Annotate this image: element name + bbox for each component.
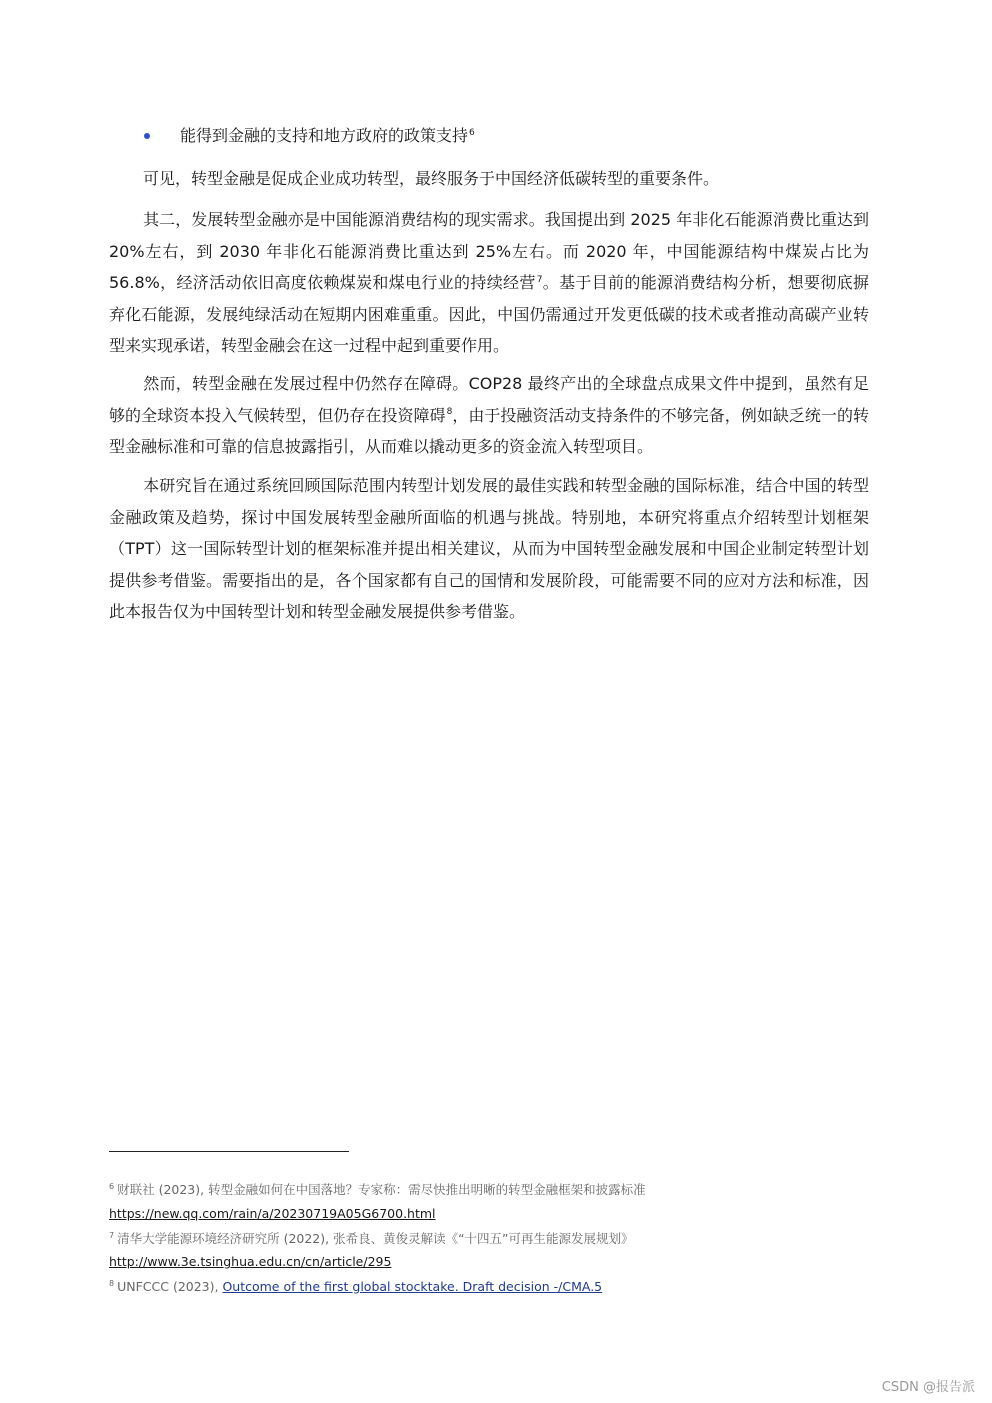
paragraph-3-text-b: ，由于投融资活动支持条件的不够完备，例如缺乏统一的转型金融标准和可靠的信息披露指引，从而难以撬动更多的资金流入转型项目。 [109, 405, 869, 456]
paragraph-1 [109, 163, 869, 195]
paragraph-4-text: 本研究旨在通过系统回顾国际范围内转型计划发展的最佳实践和转型金融的国际标准，结合中国的转型金融政策及趋势，探讨中国发展转型金融所面临的机遇与挑战。特别地，本研究将重点介绍转型计划框架（TPT）这一国际转型计划的框架标准并提出相关建议，从而为中国转型金融发展和中国企业制定转型计划提供参考借鉴。需要指出的是，各个国家都有自己的国情和发展阶段，可能需要不同的应对方法和标准，因此本报告仅为中国转型计划和转型金融发展提供参考借鉴。 [109, 476, 869, 621]
footnote-7 [109, 1228, 634, 1250]
paragraph-3-text-a: 然而，转型金融在发展过程中仍然存在障碍。COP28 最终产出的全球盘点成果文件中提到，虽然有足够的全球资本投入气候转型，但仍存在投资障碍 [109, 374, 869, 425]
footnote-6-text: 财联社 (2023), 转型金融如何在中国落地？专家称：需尽快推出明晰的转型金融框架和披露标准 [117, 1182, 646, 1197]
footnote-ref-7[interactable]: 7 [536, 274, 543, 285]
paragraph-3 [109, 368, 869, 463]
footnote-8-text: UNFCCC (2023), [117, 1279, 223, 1294]
footnote-ref-8[interactable]: 8 [446, 407, 453, 418]
footnote-6 [109, 1179, 646, 1201]
bullet-text-content: 能得到金融的支持和地方政府的政策支持 [180, 126, 469, 145]
footnote-8-link[interactable]: Outcome of the first global stocktake. Draft decision -/CMA.5 [222, 1279, 603, 1294]
paragraph-2-text-b: 。基于目前的能源消费结构分析，想要彻底摒弃化石能源，发展纯绿活动在短期内困难重重。因此，中国仍需通过开发更低碳的技术或者推动高碳产业转型来实现承诺，转型金融会在这一过程中起到重要作用。 [109, 273, 869, 355]
footnote-7-link[interactable]: http://www.3e.tsinghua.edu.cn/cn/article/295 [109, 1254, 392, 1269]
paragraph-2-text-a: 其二，发展转型金融亦是中国能源消费结构的现实需求。我国提出到 2025 年非化石能源消费比重达到 20%左右，到 2030 年非化石能源消费比重达到 25%左右。而 2020 年，中国能源结构中煤炭占比为 56.8%，经济活动依旧高度依赖煤炭和煤电行业的持续经营 [109, 210, 869, 292]
footnote-7-link-row [109, 1251, 391, 1273]
footnote-6-number: 6 [109, 1181, 115, 1191]
footnote-7-text: 清华大学能源环境经济研究所 (2022), 张希良、黄俊灵解读《“十四五”可再生能源发展规划》 [117, 1231, 634, 1246]
bullet-text [180, 124, 475, 148]
paragraph-4 [109, 470, 869, 628]
footnote-ref-6[interactable]: 6 [469, 127, 475, 138]
bullet-item [144, 124, 475, 148]
watermark: CSDN @报告派 [881, 1380, 975, 1395]
bullet-dot-icon [144, 133, 150, 139]
paragraph-1-text: 可见，转型金融是促成企业成功转型，最终服务于中国经济低碳转型的重要条件。 [143, 169, 720, 188]
paragraph-2 [109, 204, 869, 362]
footnote-6-link[interactable]: https://new.qq.com/rain/a/20230719A05G6700.html [109, 1206, 436, 1221]
footnote-6-link-row [109, 1203, 436, 1225]
footnote-7-number: 7 [109, 1230, 115, 1240]
footnote-divider [109, 1151, 349, 1152]
footnote-8 [109, 1276, 602, 1298]
footnote-8-number: 8 [109, 1278, 115, 1288]
